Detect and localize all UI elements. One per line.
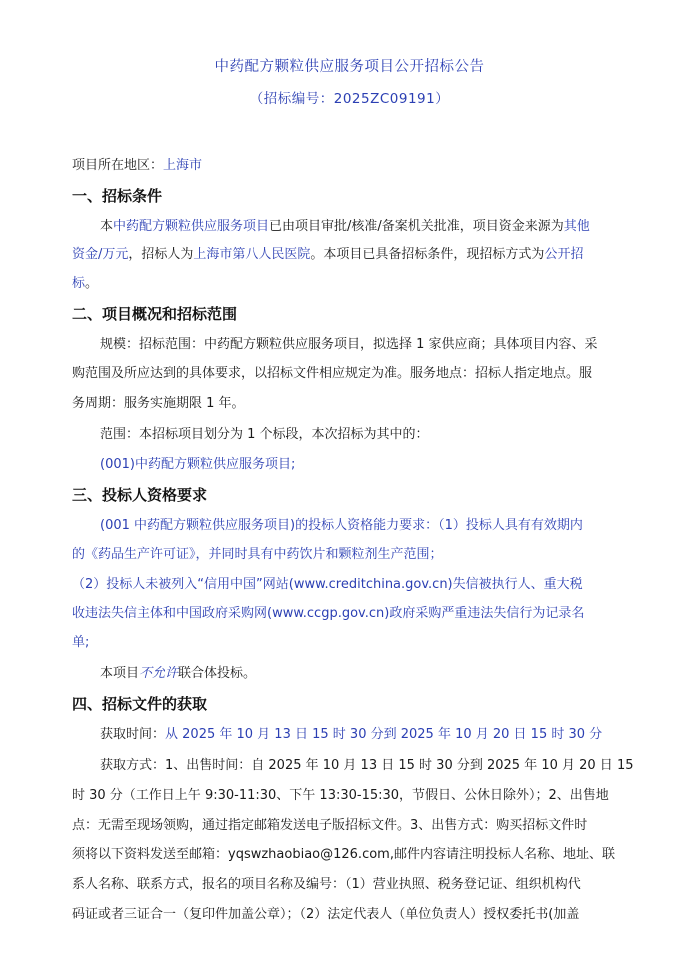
s2-line-2: 购范围及所应达到的具体要求，以招标文件相应规定为准。服务地点：招标人指定地点。服 xyxy=(72,366,593,381)
text-span: 本 xyxy=(100,219,114,234)
s4-method-6: 码证或者三证合一（复印件加盖公章）；（2）法定代表人（单位负责人）授权委托书(加盖 xyxy=(72,907,580,922)
fund-source: 其他 xyxy=(563,219,590,234)
s4-method-1: 获取方式：1、出售时间：自 2025 年 10 月 13 日 15 时 30 分到 2025 年 10 月 20 日 15 xyxy=(100,758,634,773)
s3-line-1: (001 中药配方颗粒供应服务项目)的投标人资格能力要求：（1）投标人具有有效期内 xyxy=(100,518,583,533)
s4-time xyxy=(100,726,602,744)
s3-line-5: 单; xyxy=(72,635,90,650)
tender-method: 公开招 xyxy=(544,247,584,262)
project-location xyxy=(72,157,202,175)
s4-method-2: 时 30 分（工作日上午 9:30-11:30、下午 13:30-15:30，节假日、公休日除外）；2、出售地 xyxy=(72,788,609,803)
text-span: ，招标人为 xyxy=(128,247,194,262)
section-heading-2: 二、项目概况和招标范围 xyxy=(72,305,238,323)
project-name: 中药配方颗粒供应服务项目 xyxy=(113,219,270,234)
text-span: 。 xyxy=(85,276,99,291)
location-label: 项目所在地区： xyxy=(72,158,164,173)
section-heading-4: 四、招标文件的获取 xyxy=(72,695,208,713)
section-heading-3: 三、投标人资格要求 xyxy=(72,486,208,504)
text-span: 已由项目审批/核准/备案机关批准，项目资金来源为 xyxy=(269,219,564,234)
time-label: 获取时间： xyxy=(100,727,166,742)
s4-method-3: 点：无需至现场领购，通过指定邮箱发送电子版招标文件。3、出售方式：购买招标文件时 xyxy=(72,818,588,833)
s3-joint-venture xyxy=(100,665,256,683)
page-title: 中药配方颗粒供应服务项目公开招标公告 xyxy=(214,59,485,75)
location-value: 上海市 xyxy=(163,158,203,173)
s2-line-3: 务周期：服务实施期限 1 年。 xyxy=(72,396,245,411)
s4-method-5: 系人名称、联系方式，报名的项目名称及编号：（1）营业执照、税务登记证、组织机构代 xyxy=(72,877,581,892)
time-value: 从 2025 年 10 月 13 日 15 时 30 分到 2025 年 10 月 20 日 15 时 30 分 xyxy=(165,727,603,742)
s2-scope: 范围：本招标项目划分为 1 个标段，本次招标为其中的： xyxy=(100,427,429,442)
joint-venture-status: 不允许 xyxy=(139,666,179,681)
text-span: 。本项目已具备招标条件，现招标方式为 xyxy=(310,247,545,262)
tender-method-end: 标 xyxy=(72,276,86,291)
text-span: 本项目 xyxy=(100,666,140,681)
s3-line-3: （2）投标人未被列入“信用中国”网站(www.creditchina.gov.cn)失信被执行人、重大税 xyxy=(72,577,583,592)
section-heading-1: 一、招标条件 xyxy=(72,187,163,205)
text-span: 联合体投标。 xyxy=(178,666,257,681)
s3-line-4: 收违法失信主体和中国政府采购网(www.ccgp.gov.cn)政府采购严重违法失信行为记录名 xyxy=(72,606,585,621)
s2-line-1: 规模：招标范围：中药配方颗粒供应服务项目，拟选择 1 家供应商；具体项目内容、采 xyxy=(100,337,598,352)
s1-line-3 xyxy=(72,275,98,293)
tenderer-name: 上海市第八人民医院 xyxy=(193,247,311,262)
s2-lot: (001)中药配方颗粒供应服务项目; xyxy=(100,457,296,472)
s1-line-1 xyxy=(100,218,590,236)
fund-unit: 资金/万元 xyxy=(72,247,129,262)
s4-method-4: 须将以下资料发送至邮箱：yqswzhaobiao@126.com,邮件内容请注明投标人名称、地址、联 xyxy=(72,847,615,862)
s3-line-2: 的《药品生产许可证》，并同时具有中药饮片和颗粒剂生产范围； xyxy=(72,547,443,562)
tender-number: （招标编号：2025ZC09191） xyxy=(249,91,450,107)
s1-line-2 xyxy=(72,246,583,264)
